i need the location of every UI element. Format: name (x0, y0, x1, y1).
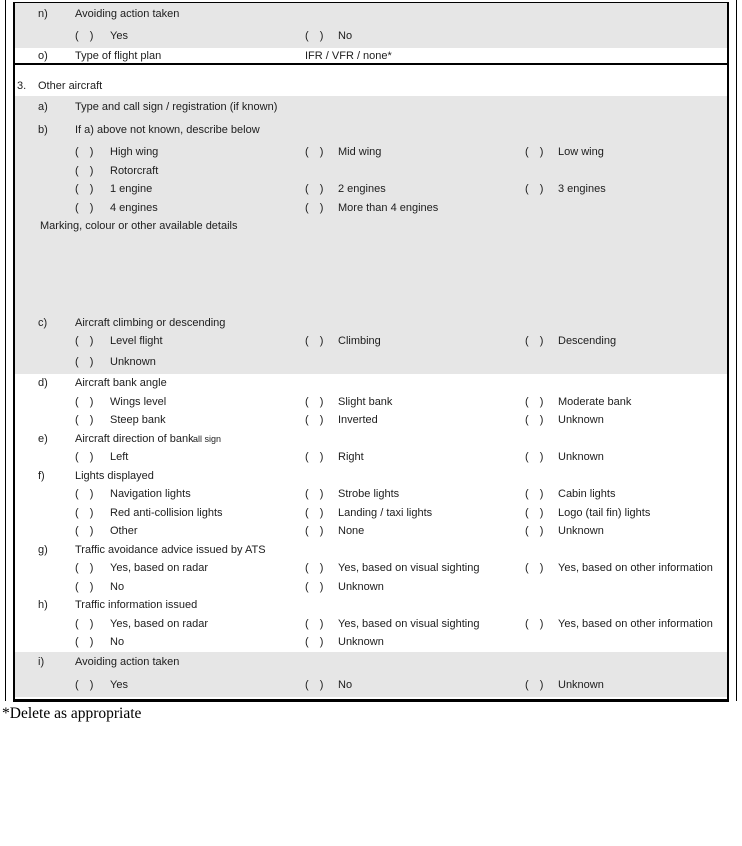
option-label: Moderate bank (558, 395, 632, 408)
item-label: Aircraft direction of bank (75, 432, 194, 445)
item-row-n (15, 3, 727, 25)
item-label: Type and call sign / registration (if known) (75, 100, 278, 113)
options-row (15, 578, 727, 597)
checkbox-empty[interactable]: ( ) (525, 506, 548, 519)
option-label: Yes, based on radar (110, 617, 209, 630)
checkbox-empty[interactable]: ( ) (305, 580, 328, 593)
options-row (15, 559, 727, 578)
item-letter: g) (38, 543, 48, 556)
option-label: Landing / taxi lights (338, 506, 433, 519)
checkbox-empty[interactable]: ( ) (525, 395, 548, 408)
item-row-i (15, 652, 727, 674)
item-letter: b) (38, 124, 48, 137)
option-label: Unknown (338, 636, 384, 649)
checkbox-empty[interactable]: ( ) (75, 678, 98, 691)
option-label: Unknown (558, 414, 604, 427)
item-row-c (15, 314, 727, 333)
section-header-row (15, 65, 727, 96)
checkbox-empty[interactable]: ( ) (75, 617, 98, 630)
option-label: Descending (558, 335, 617, 348)
item-label: If a) above not known, describe below (75, 124, 260, 137)
options-row (15, 25, 727, 49)
item-letter: i) (38, 656, 45, 669)
page-border-right (736, 0, 737, 701)
checkbox-empty[interactable]: ( ) (525, 183, 548, 196)
options-row (15, 615, 727, 634)
option-label: Inverted (338, 414, 378, 427)
checkbox-empty[interactable]: ( ) (75, 201, 98, 214)
checkbox-empty[interactable]: ( ) (75, 164, 98, 177)
item-row-e (15, 430, 727, 449)
checkbox-empty[interactable]: ( ) (525, 525, 548, 538)
checkbox-empty[interactable]: ( ) (305, 146, 328, 159)
option-label: 2 engines (338, 183, 386, 196)
checkbox-empty[interactable]: ( ) (305, 506, 328, 519)
option-label: Low wing (558, 146, 604, 159)
option-label: Strobe lights (338, 488, 400, 501)
item-letter: h) (38, 599, 48, 612)
option-label: Climbing (338, 335, 381, 348)
checkbox-empty[interactable]: ( ) (305, 183, 328, 196)
options-row (15, 199, 727, 218)
item-label: Traffic avoidance advice issued by ATS (75, 543, 266, 556)
item-row-o (15, 48, 727, 63)
checkbox-empty[interactable]: ( ) (305, 562, 328, 575)
empty-space (15, 236, 727, 314)
checkbox-empty[interactable]: ( ) (305, 636, 328, 649)
option-label: Yes (110, 678, 128, 691)
checkbox-empty[interactable]: ( ) (525, 488, 548, 501)
checkbox-empty[interactable]: ( ) (305, 617, 328, 630)
option-label: 4 engines (110, 201, 158, 214)
option-label: Wings level (110, 395, 167, 408)
item-label: Lights displayed (75, 469, 154, 482)
item-label: Aircraft climbing or descending (75, 316, 226, 329)
option-label: Unknown (558, 678, 604, 691)
option-label: Right (338, 451, 364, 464)
checkbox-empty[interactable]: ( ) (305, 414, 328, 427)
item-row-b (15, 118, 727, 144)
free-text-label: Marking, colour or other available details (40, 220, 238, 233)
checkbox-empty[interactable]: ( ) (525, 678, 548, 691)
options-row (15, 504, 727, 523)
item-letter: e) (38, 432, 48, 445)
checkbox-empty[interactable]: ( ) (75, 525, 98, 538)
option-label: Yes, based on other information (558, 617, 713, 630)
option-label: 3 engines (558, 183, 606, 196)
checkbox-empty[interactable]: ( ) (305, 335, 328, 348)
checkbox-empty[interactable]: ( ) (305, 30, 328, 43)
option-label: Level flight (110, 335, 163, 348)
field-value: IFR / VFR / none* (305, 49, 392, 62)
section-number: 3. (17, 80, 27, 92)
item-row-d (15, 374, 727, 393)
checkbox-empty[interactable]: ( ) (305, 525, 328, 538)
option-label: Yes, based on visual sighting (338, 617, 480, 630)
option-label: Rotorcraft (110, 164, 159, 177)
item-label: Aircraft bank angle (75, 377, 167, 390)
checkbox-empty[interactable]: ( ) (75, 30, 98, 43)
item-row-a (15, 96, 727, 118)
page-border-left (5, 0, 6, 701)
checkbox-empty[interactable]: ( ) (75, 506, 98, 519)
options-row (15, 448, 727, 467)
option-label: None (338, 525, 365, 538)
option-label: More than 4 engines (338, 201, 439, 214)
option-label: Other (110, 525, 138, 538)
checkbox-empty[interactable]: ( ) (75, 451, 98, 464)
options-row (15, 411, 727, 430)
section-title: Other aircraft (38, 80, 103, 92)
checkbox-empty[interactable]: ( ) (305, 451, 328, 464)
options-row (15, 332, 727, 351)
option-label: No (110, 636, 125, 649)
item-letter: d) (38, 377, 48, 390)
option-label: Steep bank (110, 414, 166, 427)
options-row (15, 351, 727, 375)
option-label: Cabin lights (558, 488, 616, 501)
options-row (15, 180, 727, 199)
checkbox-empty[interactable]: ( ) (525, 146, 548, 159)
option-label: Unknown (338, 580, 384, 593)
checkbox-empty[interactable]: ( ) (75, 146, 98, 159)
checkbox-empty[interactable]: ( ) (305, 678, 328, 691)
option-label: Unknown (110, 356, 156, 369)
checkbox-empty[interactable]: ( ) (305, 201, 328, 214)
item-letter: f) (38, 469, 45, 482)
option-label: Yes, based on other information (558, 562, 713, 575)
options-row (15, 143, 727, 162)
item-row-h (15, 596, 727, 615)
checkbox-empty[interactable]: ( ) (75, 580, 98, 593)
checkbox-empty[interactable]: ( ) (75, 356, 98, 369)
item-label: Type of flight plan (75, 49, 162, 62)
item-letter: a) (38, 100, 48, 113)
item-letter: n) (38, 7, 48, 20)
checkbox-empty[interactable]: ( ) (525, 617, 548, 630)
checkbox-empty[interactable]: ( ) (75, 562, 98, 575)
checkbox-empty[interactable]: ( ) (75, 414, 98, 427)
option-label: Unknown (558, 451, 604, 464)
options-row (15, 633, 727, 652)
footnote: *Delete as appropriate (2, 705, 142, 722)
option-label: No (338, 30, 353, 43)
item-row-g (15, 541, 727, 560)
option-label: Left (110, 451, 129, 464)
checkbox-empty[interactable]: ( ) (305, 395, 328, 408)
item-row-f (15, 467, 727, 486)
option-label: Slight bank (338, 395, 393, 408)
checkbox-empty[interactable]: ( ) (75, 183, 98, 196)
option-label: Unknown (558, 525, 604, 538)
overlap-text-artifact: all sign (193, 433, 222, 444)
option-label: Yes (110, 30, 128, 43)
checkbox-empty[interactable]: ( ) (525, 562, 548, 575)
checkbox-empty[interactable]: ( ) (525, 451, 548, 464)
incident-report-form-table (13, 2, 729, 702)
item-label: Avoiding action taken (75, 656, 180, 669)
checkbox-empty[interactable]: ( ) (525, 414, 548, 427)
options-row (15, 485, 727, 504)
option-label: Navigation lights (110, 488, 191, 501)
item-letter: c) (38, 316, 48, 329)
checkbox-empty[interactable]: ( ) (305, 488, 328, 501)
option-label: High wing (110, 146, 159, 159)
checkbox-empty[interactable]: ( ) (525, 335, 548, 348)
checkbox-empty[interactable]: ( ) (75, 395, 98, 408)
checkbox-empty[interactable]: ( ) (75, 335, 98, 348)
option-label: No (338, 678, 353, 691)
options-row (15, 673, 727, 697)
options-row (15, 162, 727, 181)
option-label: Yes, based on visual sighting (338, 562, 480, 575)
option-label: Logo (tail fin) lights (558, 506, 651, 519)
option-label: Red anti-collision lights (110, 506, 223, 519)
options-row (15, 393, 727, 412)
checkbox-empty[interactable]: ( ) (75, 636, 98, 649)
option-label: 1 engine (110, 183, 153, 196)
checkbox-empty[interactable]: ( ) (75, 488, 98, 501)
item-letter: o) (38, 49, 48, 62)
item-label: Traffic information issued (75, 599, 198, 612)
option-label: Mid wing (338, 146, 382, 159)
option-label: Yes, based on radar (110, 562, 209, 575)
free-text-row (15, 217, 727, 236)
item-label: Avoiding action taken (75, 7, 180, 20)
option-label: No (110, 580, 125, 593)
options-row (15, 522, 727, 541)
